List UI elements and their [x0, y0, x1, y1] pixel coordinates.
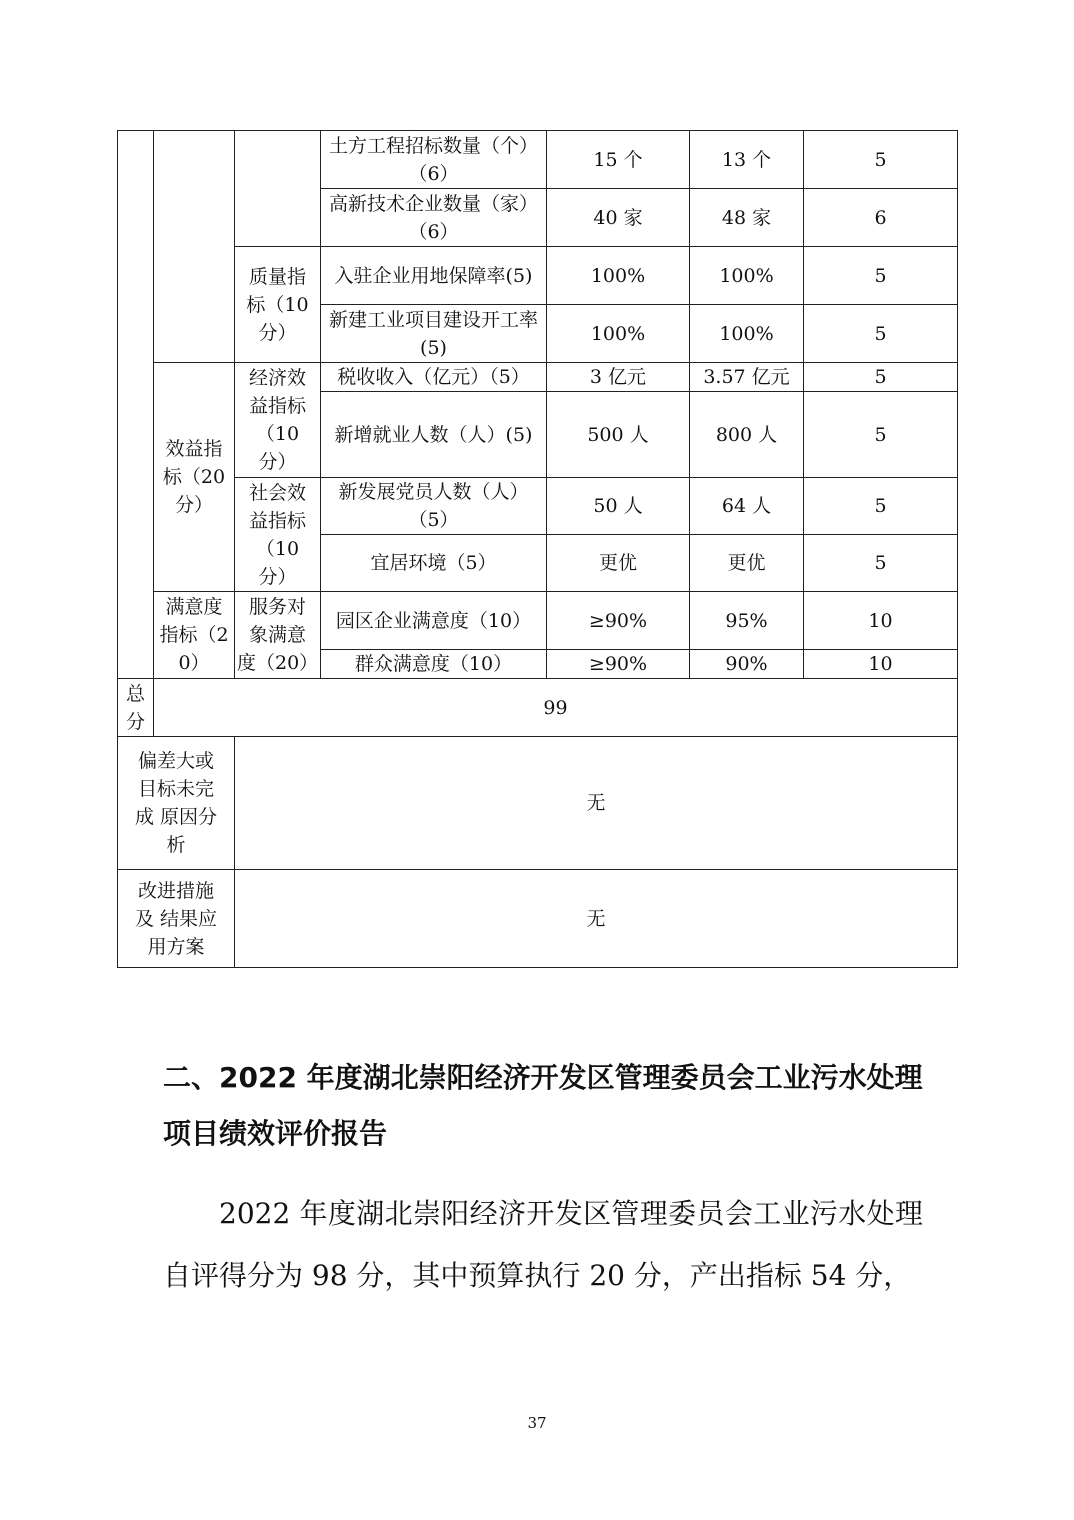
section-heading: 二、2022 年度湖北崇阳经济开发区管理委员会工业污水处理项目绩效评价报告	[163, 1061, 923, 1150]
score-value: 5	[804, 305, 958, 363]
actual-value: 100%	[690, 305, 804, 363]
table-row	[118, 592, 958, 650]
social-indicator-label: 社会效 益指标 （10 分）	[235, 478, 321, 592]
indicator-name: 入驻企业用地保障率(5)	[321, 247, 547, 305]
target-value: 100%	[547, 247, 690, 305]
total-score-label: 总 分	[118, 679, 154, 737]
actual-value: 100%	[690, 247, 804, 305]
target-value: 更优	[547, 535, 690, 592]
score-value: 5	[804, 131, 958, 189]
actual-value: 800 人	[690, 392, 804, 478]
satisfaction-indicator-label: 满意度 指标（2 0）	[154, 592, 235, 679]
deviation-reason-value: 无	[235, 737, 958, 870]
score-value: 5	[804, 363, 958, 392]
benefit-indicator-label: 效益指 标（20 分）	[154, 363, 235, 592]
table-row	[118, 870, 958, 968]
indicator-name: 新增就业人数（人）(5)	[321, 392, 547, 478]
table-row	[118, 363, 958, 392]
improvement-plan-label: 改进措施 及 结果应 用方案	[118, 870, 235, 968]
page-number: 37	[527, 1414, 547, 1432]
indicator-name: 群众满意度（10）	[321, 650, 547, 679]
target-value: ≥90%	[547, 592, 690, 650]
table-row	[118, 131, 958, 189]
table-row	[118, 247, 958, 305]
indicator-name: 税收收入（亿元）（5）	[321, 363, 547, 392]
first-level-indicator-cell	[118, 131, 154, 679]
quality-indicator-label: 质量指 标（10 分）	[235, 247, 321, 363]
indicator-name: 园区企业满意度（10）	[321, 592, 547, 650]
score-value: 6	[804, 189, 958, 247]
target-value: 3 亿元	[547, 363, 690, 392]
second-level-indicator-cell	[154, 131, 235, 363]
target-value: 15 个	[547, 131, 690, 189]
table-row	[118, 737, 958, 870]
actual-value: 3.57 亿元	[690, 363, 804, 392]
score-value: 5	[804, 478, 958, 535]
total-score-value: 99	[154, 679, 958, 737]
score-value: 5	[804, 535, 958, 592]
table-row	[118, 679, 958, 737]
indicator-name: 高新技术企业数量（家）（6）	[321, 189, 547, 247]
third-level-indicator-cell	[235, 131, 321, 247]
actual-value: 64 人	[690, 478, 804, 535]
table-row	[118, 478, 958, 535]
target-value: 50 人	[547, 478, 690, 535]
economic-indicator-label: 经济效 益指标 （10 分）	[235, 363, 321, 478]
indicator-name: 新发展党员人数（人）（5）	[321, 478, 547, 535]
score-value: 5	[804, 392, 958, 478]
improvement-plan-value: 无	[235, 870, 958, 968]
indicator-name: 宜居环境（5）	[321, 535, 547, 592]
indicator-name: 土方工程招标数量（个）（6）	[321, 131, 547, 189]
actual-value: 95%	[690, 592, 804, 650]
actual-value: 48 家	[690, 189, 804, 247]
score-value: 5	[804, 247, 958, 305]
performance-evaluation-table	[117, 130, 958, 968]
actual-value: 更优	[690, 535, 804, 592]
score-value: 10	[804, 650, 958, 679]
body-paragraph: 2022 年度湖北崇阳经济开发区管理委员会工业污水处理自评得分为 98 分，其中预算执行 20 分，产出指标 54 分，	[163, 1197, 923, 1292]
score-value: 10	[804, 592, 958, 650]
target-value: 100%	[547, 305, 690, 363]
indicator-name: 新建工业项目建设开工率(5)	[321, 305, 547, 363]
target-value: 40 家	[547, 189, 690, 247]
actual-value: 90%	[690, 650, 804, 679]
target-value: ≥90%	[547, 650, 690, 679]
service-satisfaction-label: 服务对 象满意 度（20）	[235, 592, 321, 679]
actual-value: 13 个	[690, 131, 804, 189]
deviation-reason-label: 偏差大或 目标未完 成 原因分 析	[118, 737, 235, 870]
target-value: 500 人	[547, 392, 690, 478]
